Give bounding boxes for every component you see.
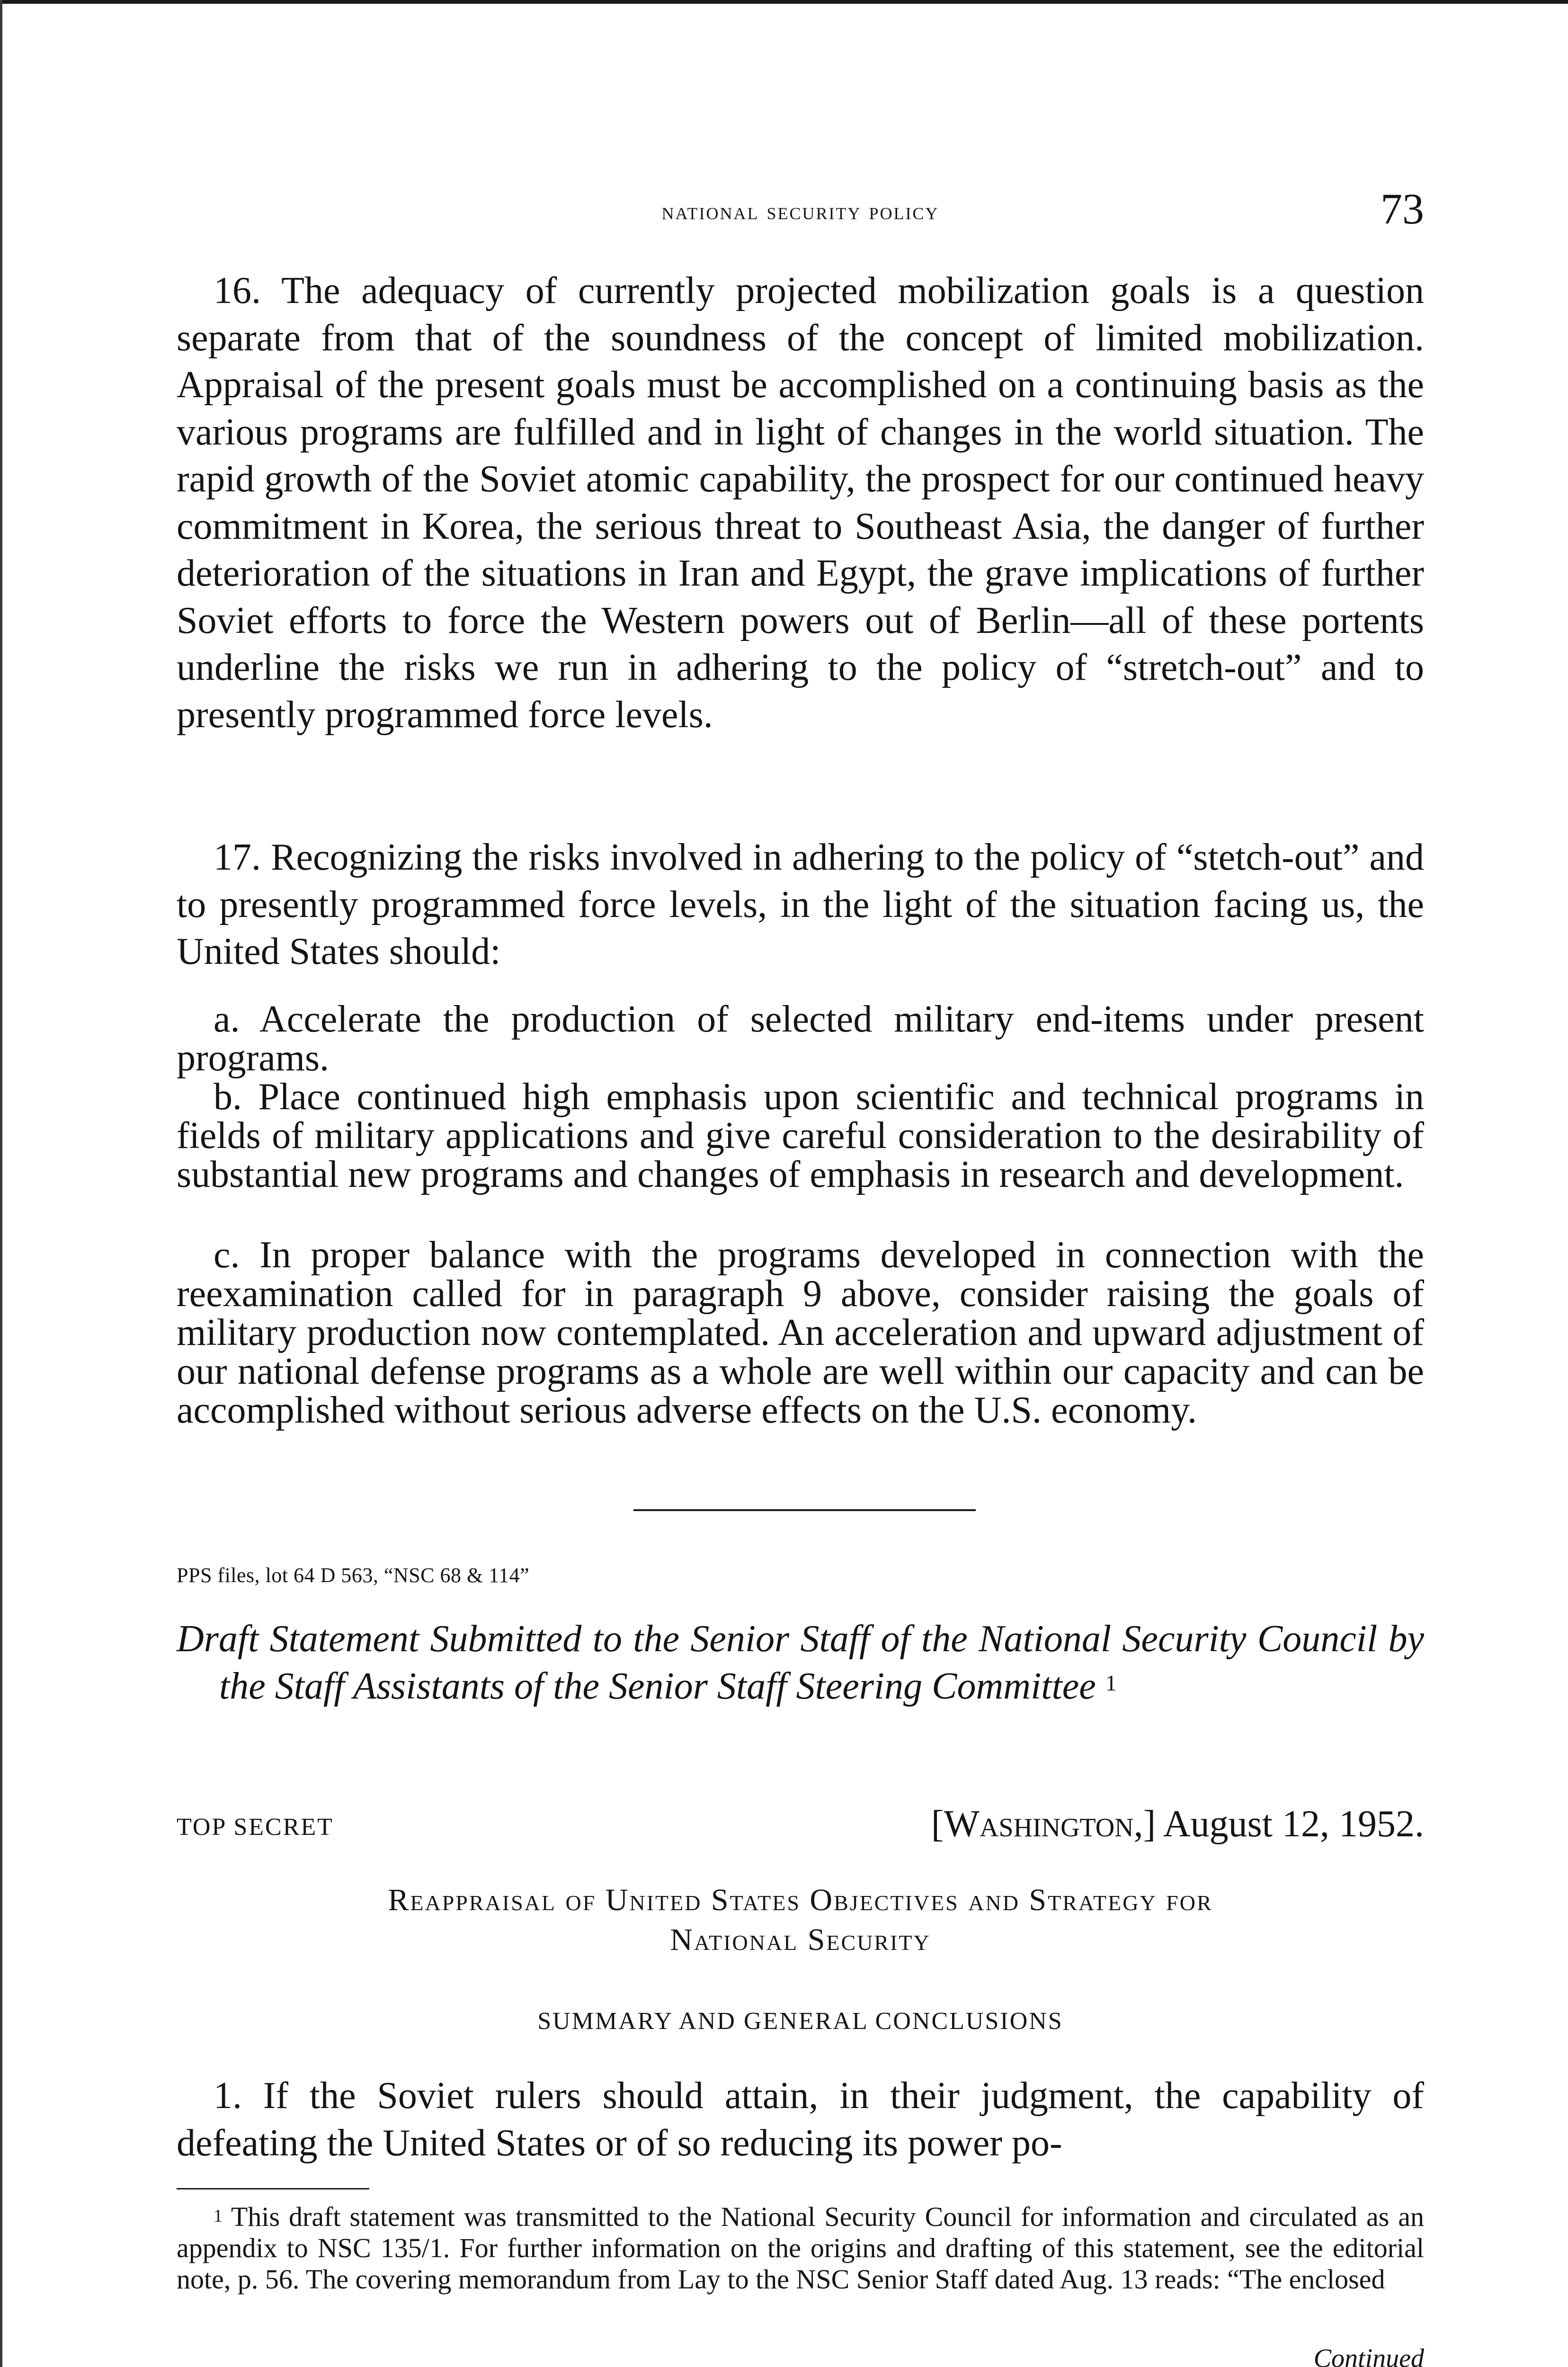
paragraph-17b: b. Place continued high emphasis upon scientific and technical programs in fields of military applications and give careful consideration to the desirability of substantial new programs and changes of emphasis in research and development.	[177, 1076, 1424, 1195]
dateline-bracket-open: [	[931, 1803, 944, 1845]
document-title-text: Draft Statement Submitted to the Senior Staff of the National Security Council by the Staff Assistants of the Senior Staff Steering Committee	[177, 1618, 1424, 1707]
paragraph-17: 17. Recognizing the risks involved in adhering to the policy of “stetch-out” and to presently programmed force levels, in the light of the situation facing us, the United States should:	[177, 836, 1424, 972]
classification-label: TOP SECRET	[177, 1814, 334, 1841]
paragraph-16: 16. The adequacy of currently projected mobilization goals is a question separate from that of the soundness of the concept of limited mobilization. Appraisal of the present goals must be accomplished on a continuing basis as the various programs are fulfilled and in light of changes in the world situation. The rapid growth of the Soviet atomic capability, the prospect for our continued heavy commitment in Korea, the serious threat to Southeast Asia, the danger of further deterioration of the situations in Iran and Egypt, the grave implications of further Soviet efforts to force the Western powers out of Berlin—all of these portents underline the risks we run in adhering to the policy of “stretch-out” and to presently programmed force levels.	[177, 270, 1424, 736]
document-title-footnote-mark: 1	[1105, 1671, 1117, 1696]
dateline-date: August 12, 1952.	[1163, 1803, 1424, 1845]
footnote-rule	[177, 2188, 369, 2189]
continued-label: Continued	[1313, 2344, 1424, 2367]
paragraph-17c: c. In proper balance with the programs developed in connection with the reexamination called for in paragraph 9 above, consider raising the goals of military production now contemplated. An acceleration and upward adjustment of our national defense programs as a whole are well within our capacity and can be accomplished without serious adverse effects on the U.S. economy.	[177, 1234, 1424, 1431]
source-reference: PPS files, lot 64 D 563, “NSC 68 & 114”	[177, 1564, 530, 1587]
footnote-text: This draft statement was transmitted to the National Security Council for information and circulated as an appendix to NSC 135/1. For further information on the origins and drafting of this statement, see the editorial note, p. 56. The covering memorandum from Lay to the NSC Senior Staff dated Aug. 13 reads: “The enclosed	[177, 2201, 1424, 2295]
paragraph-17a: a. Accelerate the production of selected military end-items under present programs.	[177, 998, 1424, 1079]
page-number: 73	[1381, 185, 1424, 233]
document-title	[177, 1615, 1424, 1710]
footnote-mark: 1	[214, 2206, 223, 2226]
running-head	[177, 187, 1424, 234]
sub-heading: SUMMARY AND GENERAL CONCLUSIONS	[537, 2008, 1063, 2035]
page-left-edge	[0, 0, 2, 2367]
dateline	[931, 1803, 1424, 1846]
main-heading-line-1: Reappraisal of United States Objectives and Strategy for	[388, 1883, 1213, 1917]
running-title: national security policy	[661, 198, 939, 225]
paragraph-1: 1. If the Soviet rulers should attain, in their judgment, the capability of defeating the United States or of so reducing its power po-	[177, 2075, 1424, 2164]
page-top-edge	[0, 0, 1568, 4]
main-heading-line-2: National Security	[670, 1922, 931, 1957]
main-heading	[177, 1880, 1424, 1960]
footnote	[177, 2201, 1424, 2295]
section-divider	[633, 1509, 976, 1511]
dateline-bracket-close: ]	[1143, 1803, 1156, 1845]
dateline-place: Washington,	[944, 1803, 1143, 1845]
